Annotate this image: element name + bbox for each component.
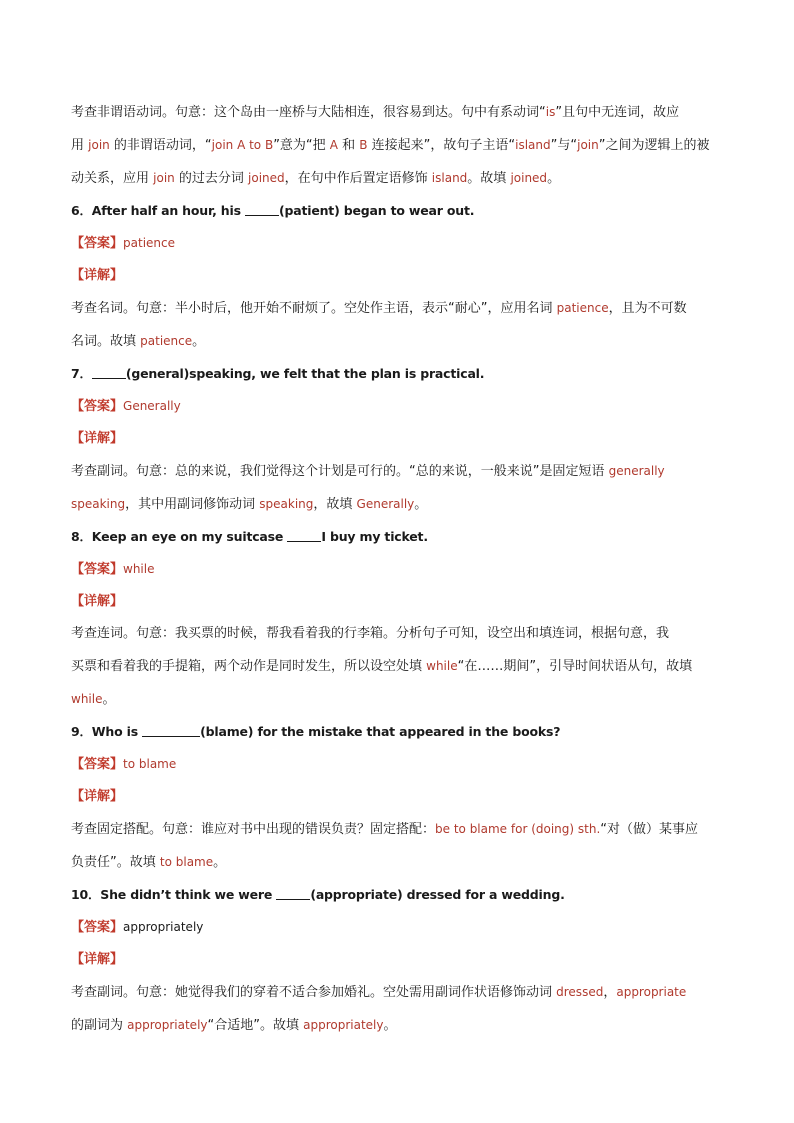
detail-header-9: 【详解】 [71,789,124,804]
answer-row-7: 【答案】Generally [71,399,181,414]
answer-blank [92,366,126,379]
detail-header-7: 【详解】 [71,431,124,446]
question-9: 9．Who is (blame) for the mistake that appeared in the books? [71,724,561,739]
document-page [71,96,727,1042]
detail-header-10: 【详解】 [71,952,124,967]
question-8: 8．Keep an eye on my suitcase I buy my ticket. [71,529,428,544]
answer-row-8: 【答案】while [71,562,155,577]
answer-blank [142,724,200,737]
q10-explanation-line-1: 考查副词。句意：她觉得我们的穿着不适合参加婚礼。空处需用副词作状语修饰动词 dressed，appropriate [71,985,687,1000]
q8-explanation-line-1: 考查连词。句意：我买票的时候，帮我看着我的行李箱。分析句子可知，设空出和填连词，根据句意，我 [71,626,670,641]
answer-blank [245,203,279,216]
q6-explanation-line-1: 考查名词。句意：半小时后，他开始不耐烦了。空处作主语，表示“耐心”，应用名词 patience，且为不可数 [71,301,687,316]
q10-explanation-line-2: 的副词为 appropriately“合适地”。故填 appropriately。 [71,1018,397,1033]
q5-explanation-line-1: 考查非谓语动词。句意：这个岛由一座桥与大陆相连，很容易到达。句中有系动词“is”且句中无连词，故应 [71,105,680,120]
q8-explanation-line-3: while。 [71,692,116,707]
q5-explanation-line-2: 用 join 的非谓语动词，“join A to B”意为“把 A 和 B 连接起来”，故句子主语“island”与“join”之间为逻辑上的被 [71,138,710,153]
q9-explanation-line-2: 负责任”。故填 to blame。 [71,855,227,870]
answer-blank [276,887,310,900]
answer-row-9: 【答案】to blame [71,757,177,772]
answer-row-6: 【答案】patience [71,236,175,251]
q6-explanation-line-2: 名词。故填 patience。 [71,334,206,349]
question-6: 6．After half an hour, his (patient) began to wear out. [71,203,475,218]
answer-blank [287,529,321,542]
q7-explanation-line-2: speaking，其中用副词修饰动词 speaking，故填 Generally。 [71,497,428,512]
detail-header-8: 【详解】 [71,594,124,609]
question-7: 7． (general)speaking, we felt that the plan is practical. [71,366,485,381]
answer-row-10: 【答案】appropriately [71,920,204,935]
q5-explanation-line-3: 动关系，应用 join 的过去分词 joined，在句中作后置定语修饰 island。故填 joined。 [71,171,561,186]
detail-header-6: 【详解】 [71,268,124,283]
q8-explanation-line-2: 买票和看着我的手提箱，两个动作是同时发生，所以设空处填 while“在……期间”，引导时间状语从句，故填 [71,659,693,674]
question-10: 10．She didn’t think we were (appropriate) dressed for a wedding. [71,887,565,902]
q7-explanation-line-1: 考查副词。句意：总的来说，我们觉得这个计划是可行的。“总的来说，一般来说”是固定短语 generally [71,464,665,479]
q9-explanation-line-1: 考查固定搭配。句意：谁应对书中出现的错误负责？固定搭配：be to blame for (doing) sth.“对（做）某事应 [71,822,699,837]
